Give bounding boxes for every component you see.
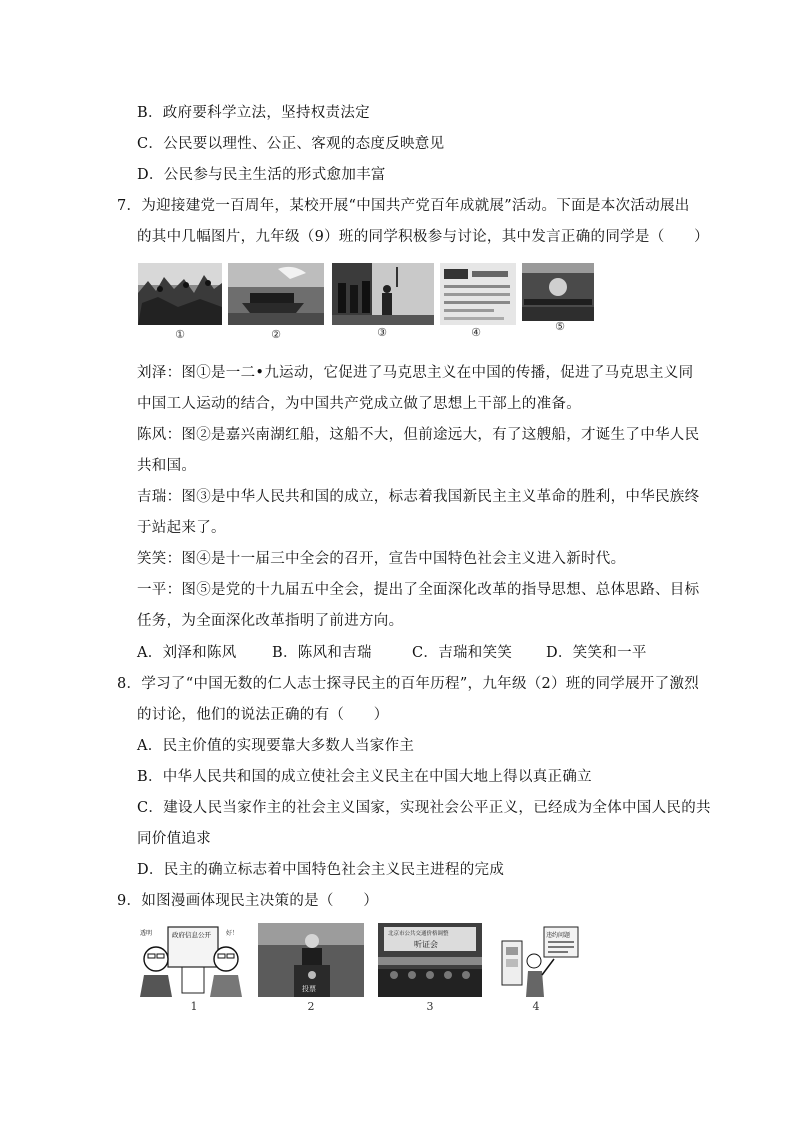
q9-cartoon-1 (138, 923, 244, 997)
q7-photo-1 (138, 263, 222, 325)
q8-option-a: A．民主价值的实现要靠大多数人当家作主 (137, 738, 415, 754)
q7-caption-1: ① (175, 328, 185, 341)
q8-stem-line1: 8．学习了“中国无数的仁人志士探寻民主的百年历程”，九年级（2）班的同学展开了激烈 (117, 676, 700, 692)
q7-caption-4: ④ (471, 326, 481, 339)
q7-chenfeng-line2: 共和国。 (137, 458, 197, 474)
q7-option-c: C．吉瑞和笑笑 (412, 645, 513, 661)
q7-stem-line2: 的其中几幅图片，九年级（9）班的同学积极参与讨论，其中发言正确的同学是（ ） (137, 229, 709, 245)
q7-yiping-line2: 任务，为全面深化改革指明了前进方向。 (137, 613, 404, 629)
q7-yiping-line1: 一平：图⑤是党的十九届五中全会，提出了全面深化改革的指导思想、总体思路、目标 (137, 582, 700, 598)
q7-photo-5 (522, 263, 594, 321)
q8-stem-line2: 的讨论，他们的说法正确的有（ ） (137, 707, 389, 723)
q7-caption-2: ② (271, 328, 281, 341)
q7-jirui-line1: 吉瑞：图③是中华人民共和国的成立，标志着我国新民主主义革命的胜利，中华民族终 (137, 489, 700, 505)
q7-option-d: D．笑笑和一平 (546, 645, 647, 661)
q7-photo-2 (228, 263, 324, 325)
q9-photo-3 (378, 923, 482, 997)
q6-option-b: B．政府要科学立法，坚持权责法定 (137, 105, 370, 121)
q7-option-b: B．陈风和吉瑞 (272, 645, 372, 661)
q9-cartoon-4 (496, 923, 582, 997)
q9-caption-3: 3 (426, 1000, 434, 1013)
q6-option-d: D．公民参与民主生活的形式愈加丰富 (137, 167, 386, 183)
q7-photo-4 (440, 263, 516, 325)
q9-caption-4: 4 (532, 1000, 540, 1013)
q7-caption-3: ③ (377, 326, 387, 339)
q9-cartoon-4-sign: 违约问题 (546, 932, 571, 939)
q9-photo-2-podium: 投票 (302, 985, 316, 993)
q9-caption-1: 1 (190, 1000, 198, 1013)
q6-option-c: C．公民要以理性、公正、客观的态度反映意见 (137, 136, 445, 152)
q9-cartoon-1-left-word: 透明 (140, 930, 153, 937)
q7-liuze-line1: 刘泽：图①是一二•九运动，它促进了马克思主义在中国的传播，促进了马克思主义同 (137, 365, 694, 381)
q7-stem-line1: 7．为迎接建党一百周年，某校开展“中国共产党百年成就展”活动。下面是本次活动展出 (117, 198, 690, 214)
q9-photo-3-banner: 北京市公共交通价格调整 (388, 931, 449, 937)
q7-liuze-line2: 中国工人运动的结合，为中国共产党成立做了思想上干部上的准备。 (137, 396, 581, 412)
q8-option-c-line1: C．建设人民当家作主的社会主义国家，实现社会公平正义，已经成为全体中国人民的共 (137, 800, 711, 816)
q7-jirui-line2: 于站起来了。 (137, 520, 226, 536)
q8-option-d: D．民主的确立标志着中国特色社会主义民主进程的完成 (137, 862, 505, 878)
q7-caption-5: ⑤ (555, 320, 565, 333)
q7-xiaoxiao-line: 笑笑：图④是十一届三中全会的召开，宣告中国特色社会主义进入新时代。 (137, 551, 626, 567)
q9-cartoon-1-sign: 政府信息公开 (172, 931, 211, 939)
q7-chenfeng-line1: 陈风：图②是嘉兴南湖红船，这船不大，但前途远大，有了这艘船，才诞生了中华人民 (137, 427, 700, 443)
q9-photo-2 (258, 923, 364, 997)
q9-photo-3-title: 听证会 (414, 940, 438, 949)
q9-stem: 9．如图漫画体现民主决策的是（ ） (117, 893, 379, 909)
q8-option-b: B．中华人民共和国的成立使社会主义民主在中国大地上得以真正确立 (137, 769, 592, 785)
q7-option-a: A．刘泽和陈风 (137, 645, 237, 661)
q8-option-c-line2: 同价值追求 (137, 831, 211, 847)
q9-cartoon-1-right-word: 好！ (226, 930, 239, 937)
q7-photo-3 (332, 263, 434, 325)
q9-caption-2: 2 (307, 1000, 315, 1013)
